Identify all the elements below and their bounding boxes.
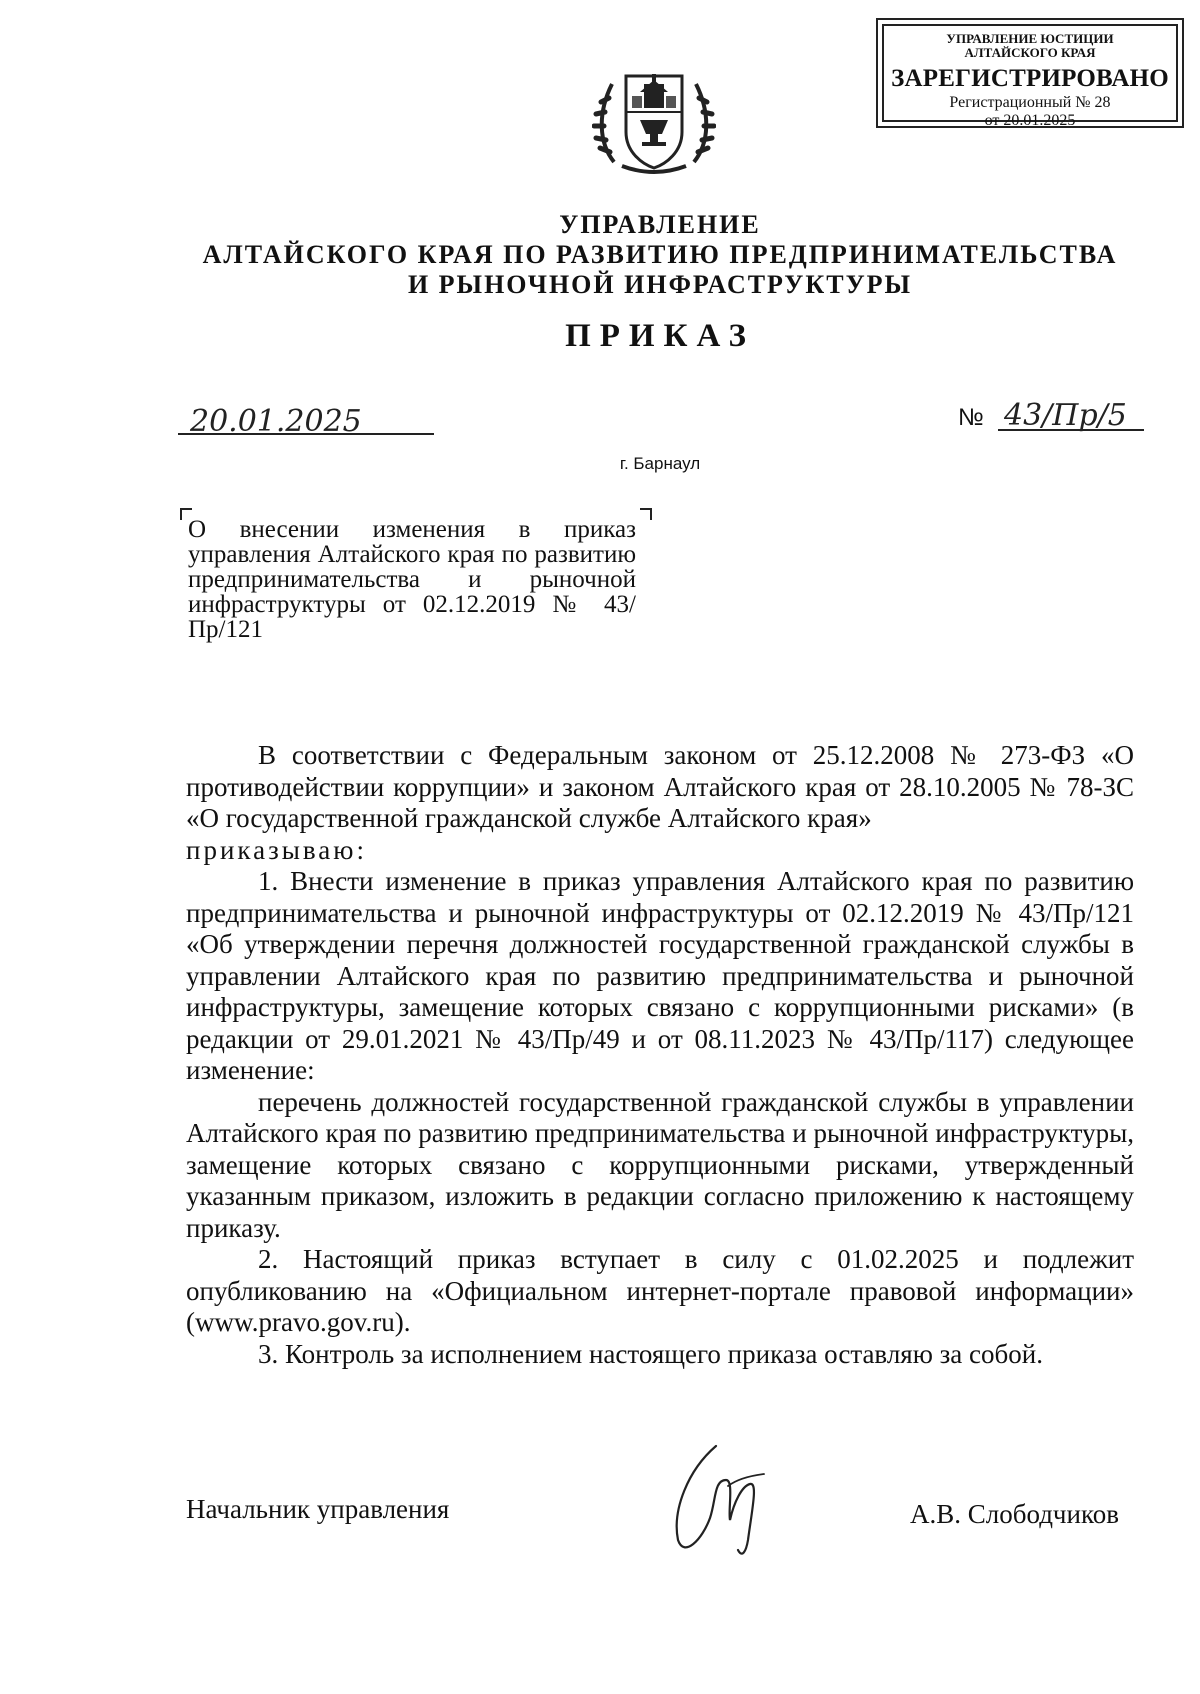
- subject-corner-right: [640, 508, 652, 520]
- header-line3: И РЫНОЧНОЙ ИНФРАСТРУКТУРЫ: [407, 270, 913, 299]
- stamp-line2: АЛТАЙСКОГО КРАЯ: [964, 45, 1096, 60]
- order-word: приказываю:: [186, 834, 367, 865]
- preamble: В соответствии с Федеральным законом от 25.12.2008 № 273-ФЗ «О противодействии коррупции» и законом Алтайского края от 28.10.2005 № 78-ЗС «О государственной гражданской службе Алтайского края»: [186, 740, 1134, 833]
- stamp-line1: УПРАВЛЕНИЕ ЮСТИЦИИ: [946, 31, 1114, 46]
- date-underline: [178, 433, 434, 435]
- order-date: 20.01.2025: [190, 404, 362, 439]
- document-type: ПРИКАЗ: [565, 318, 755, 354]
- stamp-reg-date: от 20.01.2025: [984, 112, 1076, 129]
- order-subject: О внесении изменения в приказ управления Алтайского края по развитию предпринимательства и рыночной инфраструктуры от 02.12.2019 № 43/Пр/121: [188, 516, 636, 643]
- stamp-status: ЗАРЕГИСТРИРОВАНО: [891, 65, 1169, 92]
- order-number: 43/Пр/5: [1004, 398, 1127, 433]
- signatory-name: А.В. Слободчиков: [910, 1499, 1119, 1529]
- number-underline: [998, 429, 1144, 431]
- item-2: 2. Настоящий приказ вступает в силу с 01.02.2025 и подлежит опубликованию на «Официальном интернет-портале правовой информации» (www.pravo.gov.ru).: [186, 1244, 1134, 1337]
- city: г. Барнаул: [619, 454, 701, 473]
- number-sign: №: [958, 404, 984, 431]
- signatory-title: Начальник управления: [186, 1494, 450, 1524]
- order-body: [186, 740, 1134, 1370]
- item-1: 1. Внести изменение в приказ управления Алтайского края по развитию предпринимательства и рыночной инфраструктуры от 02.12.2019 № 43/Пр/121 «Об утверждении перечня должностей государственной гражданской службы в управлении Алтайского края по развитию предпринимательства и рыночной инфраструктуры, замещение которых связано с коррупционными рисками» (в редакции от 29.01.2021 № 43/Пр/49 и от 08.11.2023 № 43/Пр/117) следующее изменение:: [186, 866, 1134, 1085]
- item-1-text: перечень должностей государственной гражданской службы в управлении Алтайского края по развитию предпринимательства и рыночной инфраструктуры, замещение которых связано с коррупционными рисками, утвержденный указанным приказом, изложить в редакции согласно приложению к настоящему приказу.: [186, 1086, 1134, 1243]
- coat-of-arms-icon: [592, 62, 716, 178]
- header-line1: УПРАВЛЕНИЕ: [559, 210, 761, 239]
- item-3: 3. Контроль за исполнением настоящего приказа оставляю за собой.: [258, 1338, 1043, 1369]
- stamp-reg-number: Регистрационный № 28: [949, 94, 1111, 111]
- registration-stamp: [876, 18, 1184, 128]
- header-line2: АЛТАЙСКОГО КРАЯ ПО РАЗВИТИЮ ПРЕДПРИНИМАТЕЛЬСТВА: [202, 240, 1118, 269]
- handwritten-signature-icon: [668, 1440, 778, 1560]
